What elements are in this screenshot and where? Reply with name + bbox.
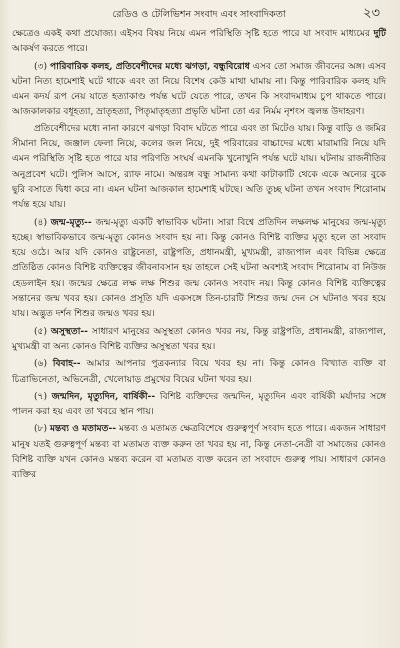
section-text: জন্ম-মৃত্যু একটি স্বাভাবিক ঘটনা। সারা বিশ্বে প্রতিদিন লক্ষলক্ষ মানুষের জন্ম-মৃত্যু হচ্ছে। স্বাভাবিকভাবে জন্ম-মৃত্যু কোনও সংবাদ হয় না। কিন্তু কোনও বিশিষ্ট ব্যক্তির মৃত্যু হলে তা সংবাদ হয়ে ওঠে। আর যদি কোনও রাষ্ট্রনেতা, রাষ্ট্রপতি, প্রধানমন্ত্রী, মুখ্যমন্ত্রী, রাজ্যপাল এবং বিভিন্ন ক্ষেত্রে প্রতিষ্ঠিত কোনও বিশিষ্ট ব্যক্তিত্বের জীবনাবসান হয় তাহলে সেই ঘটনা অবশ্যই সংবাদ শিরোনাম বা নিউজ হেডলাইন হয়। জন্মের ক্ষেত্রে লক্ষ লক্ষ শিশুর জন্ম কোনও সংবাদ নয়। কিন্তু কোনও বিশিষ্ট ব্যক্তিত্বের সন্তানের জন্ম খবর হয়। কোনও প্রসূতি যদি একসঙ্গে তিন-চারটি শিশুর জন্ম দেন সে ঘটনাও খবর হয়ে যায়। অদ্ভুত দর্শন শিশুর জন্মও খবর হয়। bbox=[12, 217, 386, 320]
section-number: (৪) bbox=[34, 217, 51, 228]
section-text: বিশিষ্ট ব্যক্তিদের জন্মদিন, মৃত্যুদিন এবং বার্ষিকী মর্যাদার সঙ্গে পালন করা হয় এবং তা খবরে স্থান পায়। bbox=[12, 391, 387, 418]
section-number: (৩) bbox=[34, 61, 51, 72]
section-heading: মন্তব্য ও মতামত-- bbox=[49, 423, 117, 435]
section-heading: পারিবারিক কলহ, প্রতিবেশীদের মধ্যে ঝগড়া, বন্ধুবিরোধ bbox=[50, 60, 250, 72]
bold-word: দুটি bbox=[373, 28, 386, 39]
paragraph-text: আকর্ষণ করতে পারে। bbox=[12, 44, 88, 55]
section-number: (৮) bbox=[34, 424, 50, 435]
section-heading: জন্ম-মৃত্যু-- bbox=[50, 216, 92, 228]
section-heading: বিবাহ-- bbox=[52, 358, 81, 370]
paragraph-continuation bbox=[12, 26, 386, 58]
section-text: মন্তব্য ও মতামত ক্ষেত্রবিশেষে গুরুত্বপূর্ণ সংবাদ হতে পারে। একজন সাধারণ মানুষ যতই গুরুত্বপূর্ণ মন্তব্য বা মতামত ব্যক্ত করুন তা খবর হয় না, কিন্তু নেতা-নেত্রী বা সমাজের কোনও বিশিষ্ট ব্যক্তি যখন কোনও মন্তব্য করেন বা মতামত ব্যক্ত করেন তা সংবাদে গুরুত্ব পায়। সাধারণ কোনও ব্যক্তির bbox=[12, 424, 386, 481]
paragraph-neighbours: প্রতিবেশীদের মধ্যে নানা কারণে ঝগড়া বিবাদ ঘটতে পারে এবং তা মিটেও যায়। কিন্তু বাড়ি ও জমির সীমানা নিয়ে, জঞ্জাল ফেলা নিয়ে, কলের জল নিয়ে, দুই পরিবারের বাচ্চাদের মধ্যে মারামারি নিয়ে যদি এমন পরিস্থিতি সৃষ্টি হতে পারে যার পরিণতি সংঘর্ষ এমনকি খুনোখুনি পর্যন্ত ঘটে যায়। ঘটনায় রাজনীতির অনুপ্রবেশ ঘটে। পুলিস আসে, র‍্যাফ নামে। অন্তরঙ্গ বন্ধু সামান্য কথা কাটাকাটি থেকে একে অন্যের বুকে ছুরি বসাতে দ্বিধা করে না। এমন ঘটনা আজকাল হামেশাই ঘটছে। অতি তুচ্ছ ঘটনা তখন সংবাদ শিরোনাম পর্যন্ত হয়ে যায়। bbox=[12, 123, 386, 211]
section-opinions bbox=[12, 421, 386, 483]
section-anniversaries bbox=[12, 389, 386, 421]
section-birth-death bbox=[12, 215, 386, 323]
section-text: আমার আপনার পুত্রকন্যার বিয়ে খবর হয় না। কিন্তু কোনও বিখ্যাত ব্যক্তি বা চিত্রাভিনেতা, অভিনেত্রী, খেলোয়াড় প্রমুখের বিয়ের ঘটনা খবর হয়। bbox=[12, 359, 386, 385]
paragraph-text: ক্ষেত্রেও একই কথা প্রযোজ্য। এইসব বিষয় নিয়ে এমন পরিস্থিতি সৃষ্টি হতে পারে যা সংবাদ মাধ্যমের bbox=[12, 29, 374, 39]
page-body bbox=[12, 26, 386, 484]
header-title: রেডিও ও টেলিভিশন সংবাদ এবং সাংবাদিকতা bbox=[112, 9, 286, 20]
section-text: সাধারণ মানুষের অসুস্থতা কোনও খবর নয়, কিন্তু রাষ্ট্রপতি, প্রধানমন্ত্রী, রাজ্যপাল, মুখ্যমন্ত্রী বা অন্য কোনও বিশিষ্ট ব্যক্তির অসুস্থতা খবর হয়। bbox=[12, 326, 386, 352]
page-number: ২৩ bbox=[363, 6, 380, 21]
section-number: (৬) bbox=[34, 359, 53, 370]
section-heading: অসুস্থতা-- bbox=[50, 325, 88, 337]
section-heading: জন্মদিন, মৃত্যুদিন, বার্ষিকী-- bbox=[51, 390, 156, 402]
section-illness bbox=[12, 324, 386, 356]
section-text: এসব তো সমাজ জীবনের অঙ্গ। এসব ঘটনা নিত্য হামেশাই ঘটে থাকে এবং তা নিয়ে বিশেষ কেউ মাথা ঘামায় না। কিন্তু পারিবারিক কলহ যদি এমন কদর্য রূপ নেয় যাতে হত্যাকাণ্ড পর্যন্ত ঘটে যেতে পারে, তখন কি সংবাদমাধ্যম চুপ থাকতে পারে। আজকালকার বধূহত্যা, ভ্রাতৃহত্যা, পিতৃমাতৃহত্যা প্রভৃতি ঘটনা তো এর নির্মম নৃশংস জ্বলন্ত উদাহরণ। bbox=[12, 61, 386, 118]
section-marriage bbox=[12, 356, 386, 388]
running-header bbox=[12, 6, 386, 26]
section-family-disputes bbox=[12, 59, 386, 121]
section-number: (৫) bbox=[34, 326, 51, 337]
section-number: (৭) bbox=[34, 391, 52, 402]
